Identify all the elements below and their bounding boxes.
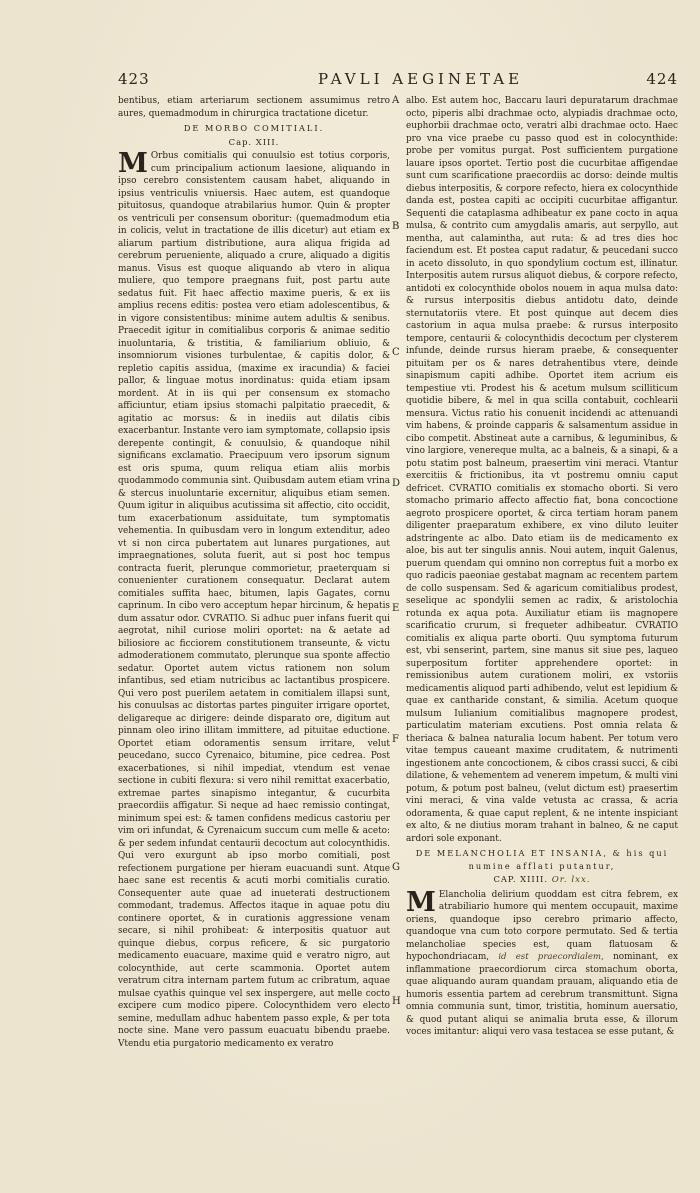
- margin-letter-d: D: [392, 478, 401, 489]
- inline-annotation: id est praecordialem,: [498, 952, 604, 962]
- chapter-body: [118, 150, 390, 1050]
- chapter-body-melancholia: [406, 886, 678, 1039]
- paragraph-continuation-right: albo. Est autem hoc, Baccaru lauri depuratarum drachmae octo, piperis albi drachmae octo, alypiadis drachmae octo, euphorbii drachmae octo, veratri albi drachmae octo. Haec pro vna vice praebe cu passo quod est in colocynthide: probe per vomitus purgat. Post sufficientem purgatione lauare ipsos oportet. Tertio post die cucurbitae affigendae sunt cum scarificatione praecordiis ac dorso: deinde multis diebus interpositis, & corpore refecto, hiera ex colocynthide danda est, postea capiti ac occipiti cucurbitae affigantur. Sequenti die cataplasma adhibeatur ex pane cocto in aqua mulsa, & contrito cum amygdalis amaris, aut serpyllo, aut mentha, aut calamintha, aut ruta: & ad tres dies hoc faciendum est. Et postea caput radatur, & peucedani succo in aceto dissoluto, in quo spondylium coctum est, illinatur. Interpositis autem rursus aliquot diebus, & corpore refecto, antidoti ex colocynthide obolos nouem in aqua mulsa dato: & rursus interpositis diebus antidotu dato, deinde sternutatoriis vtere. Et post quinque aut decem dies castorium in aqua mulsa praebe: & rursus interposito tempore, centaurii & colocynthidis decoctum per clysterem infunde, deinde rursus hieram praebe, & consequenter pituitam per os & nares detrahentibus vtere, deinde sinapismum capiti adhibe. Oportet item acrium eis tempestiue vti. Prodest his & acetum mulsum scilliticum quotidie bibere, & mel in qua scilla contabuit, cochlearii mensura. Victus ratio his conuenit incidendi ac attenuandi vim habens, & proinde capparis & salsamentum assidue in cibo competit. Abstineat aute a carnibus, & leguminibus, & vino largiore, venereque multa, ac a balneis, & a sinapi, & a potu statim post balneum, praesertim vini meraci. Vtantur exercitiis & frictionibus, ita vt postremu omniu caput defricet. CVRATIO comitialis ex stomacho oborti. Si vero stomacho primario affecto affectio fiat, bona concoctione aegroto prospicere oportet, & circa tertiam horam panem diligenter praeparatum exhibere, ex vino diluto leuiter adstringente ac albo. Dato etiam iis de medicamento ex aloe, bis aut ter singulis annis. Noui autem, inquit Galenus, puerum quendam qui omnino non correptus fuit a morbo ex quo radicis paeoniae gestabat magnam ac recentem partem de collo suspensam. Sed & agaricum comitialibus prodest, seselique ac spondylii semen ac radix, & aristolochia rotunda ex aqua pota. Auxiliatur etiam iis magnopere scarificatio crurum, si frequeter adhibeatur. CVRATIO comitialis ex aliqua parte oborti. Quu symptoma futurum est, vbi senserint, partem, sine manus sit siue pes, laqueo superpositum fortiter apprehendere oportet: in remissionibus autem curationem moliri, ex vstoriis medicamentis aliquod parti adhibendo, velut est lepidium & quae ex cantharide constant, & similia. Acetum quoque mulsum Iulianium comitialibus magnopere prodest, particulatim materiam excutiens. Post omnia relata & theriaca & balnea naturalia locum habent. Per totum vero vitae tempus caueant maxime cruditatem, & nutrimenti ingestionem ante concoctionem, & cibos crassi succi, & cibi dilatione, & vehementem ad venerem impetum, & multi vini potum, & potum post balneu, (velut dictum est) praesertim vini meraci, & vina valde vetusta ac crassa, & acria odoramenta, & quae caput replent, & ne intente inspiciant ex alto, & ne diutius moram trahant in balneo, & ne caput ardori sole exponant.: [406, 96, 678, 844]
- chapter-text-cont: nominant, ex inflammatione praecordiorum circa stomachum oborta, quae aliquando auram quandam prauam, aliquando etia de humoris essentia partem ad cerebrum transmittunt. Signa omnia communia sunt, timor, tristitia, hominum auersatio, & quod putant aliqui se animalia bruta esse, & illorum voces imitantur: aliqui vero vasa testacea se esse putant, &: [406, 952, 678, 1037]
- page-header: [0, 70, 700, 92]
- chapter-heading-melancholia: DE MELANCHOLIA ET INSANIA, & his qui numine afflati putantur,: [415, 848, 669, 871]
- margin-letter-c: C: [392, 347, 400, 358]
- paragraph-continuation: bentibus, etiam arteriarum sectionem assumimus retro aures, quemadmodum in chirurgica tractatione dicetur.: [118, 96, 390, 119]
- right-column: [406, 95, 678, 1100]
- right-page-number: 424: [646, 70, 678, 88]
- drop-capital: M: [118, 148, 148, 179]
- margin-letter-a: A: [392, 95, 400, 106]
- margin-letter-f: F: [392, 734, 399, 745]
- chapter-text: Orbus comitialis qui conuulsio est totius corporis, cum principalium actionum laesione, aliquando in ipso cerebro consistentem causam habet, aliquando in ipsius ventriculis vniuersis. Haec autem, est quandoque pituitosus, quandoque atrabilarius humor. Quin & propter os ventriculi per consensum oboritur: (quemadmodum etia in colicis, velut in tractatione de illis dicetur) aut etiam ex aliarum partium distributione, aura aliqua frigida ad cerebrum perueniente, aliquado a crure, aliquado a digitis manus. Visus est quoque aliquando ab vtero in aliqua muliere, quo tempore praegnans fuit, post partu aute sedatus fuit. Fit haec affectio maxime pueris, & ex iis amplius recens editis: postea vero etiam adolescentibus, & in vigore consistentibus: minime autem adultis & senibus. Praecedit igitur in comitialibus corporis & animae seditio inuoluntaria, & tristitia, & familiarium obliuio, & insomniorum visiones turbulentae, & capitis dolor, & repletio capitis assidua, (maxime ex iracundia) & faciei pallor, & linguae motus inordinatus: quida etiam ipsam mordent. At in iis qui per consensum ex stomacho afficiuntur, etiam ipsius stomachi palpitatio praecedit, & agitatio ac morsus: & in inediis aut dilatis cibis exacerbantur. Instante vero iam symptomate, collapsio ipsis derepente contingit, & conuulsio, & quandoque nihil significans exclamatio. Praecipuum vero ipsorum signum est oris spuma, quum reliqua etiam aliis morbis quodammodo communia sint. Quibusdam autem etiam vrina & stercus inuoluntarie excernitur, aliquibus etiam semen. Quum igitur in aliquibus acutissima sit affectio, cito occidit, tum exacerbationum assiduitate, tum symptomatis vehementia. In quibusdam vero in longum extenditur, adeo vt si non circa pubertatem aut lunares purgationes, aut impraegnationes, soluta fuerit, aut si post hoc tempus contracta fuerit, plerunque commorietur, praeterquam si conuenienter curationem consequatur. Declarat autem comitiales suffita haec, bitumen, lapis Gagates, cornu caprinum. In cibo vero acceptum hepar hircinum, & hepatis dum assatur odor. CVRATIO. Si adhuc puer infans fuerit qui aegrotat, nihil curiose moliri oportet: na & aetate ad biliosiore ac ficciorem constitutionem transeunte, & victu admoderationem commutato, plerunque sua sponte affectio sedatur. Oportet autem victus rationem non solum infantibus, sed etiam nutricibus ac lactantibus prospicere. Qui vero post puerilem aetatem in comitialem illapsi sunt, his conuulsas ac distortas partes pinguiter irrigare oportet, deligareque ac dirigere: deinde disparato ore, digitum aut pinnam oleo irino illitam immittere, ad pituitae eductione. Oportet etiam odoramentis sensum irritare, velut peucedano, succo Cyrenaico, bitumine, pice cedrea. Post exacerbationes, si nihil impediat, vtendum est venae sectione in cubiti flexura: si vero nihil remittat exacerbatio, extremae partes sinapismo integantur, & cucurbita praecordiis affigatur. Si neque ad haec remissio contingat, minimum spei est: & tamen confidens medicus castoriu per vim ori infundat, & Cyrenaicum succum cum melle & aceto: & per sedem infundat centaurii decoctum aut colocynthidis. Qui vero exurgunt ab ipso morbo comitiali, post refectionem purgatione per hieram euacuandi sunt. Atque haec sane est recentis & acuti morbi comitialis curatio. Consequenter aute quae ad inueterati destructionem commodant, trademus. Affectos itaque in aquae potu diu continere oportet, & in curationis aggressione venam secare, si nihil prohibeat: & interpositis quatuor aut quinque diebus, corpus reficere, & sic purgatorio medicamento euacuare, maxime quid e veratro nigro, aut colocynthide, aut certe scammonia. Oportet autem veratrum citra internam partem futum ac cribratum, aquae mulsae cyathis quinque vel sex inspergere, aut melle cocto excipere cum modico pipere. Colocynthidem vero electo semine, medullam adhuc habentem passo exple, & per tota nocte sine. Mane vero passum euacuatu bibendu praebe. Vtendu etia purgatorio medicamento ex veratro: [118, 151, 390, 1049]
- margin-letter-b: B: [392, 221, 400, 232]
- margin-letter-e: E: [392, 603, 400, 614]
- chapter-number: Cap. XIII.: [228, 136, 280, 147]
- margin-letter-h: H: [392, 996, 401, 1007]
- chapter-heading: DE MORBO COMITIALI.: [183, 123, 325, 133]
- chapter-number-melancholia: [406, 873, 678, 887]
- left-page-number: 423: [118, 70, 150, 88]
- marginal-note: Or. lxx.: [551, 875, 591, 885]
- chapter-text: Elancholia delirium quoddam est citra febrem, ex atrabiliario humore qui mentem occupauit, maxime oriens, quandoque ipso cerebro primario affecto, quandoque vna cum toto corpore permutato. Sed & tertia melancholiae species est, quam flatuosam & hypochondriacam,: [406, 889, 678, 962]
- margin-letter-g: G: [392, 862, 400, 873]
- running-title: PAVLI AEGINETAE: [318, 70, 524, 88]
- drop-capital: M: [406, 886, 436, 918]
- cap-label: CAP. XIIII.: [493, 874, 549, 884]
- left-column: [118, 95, 390, 1100]
